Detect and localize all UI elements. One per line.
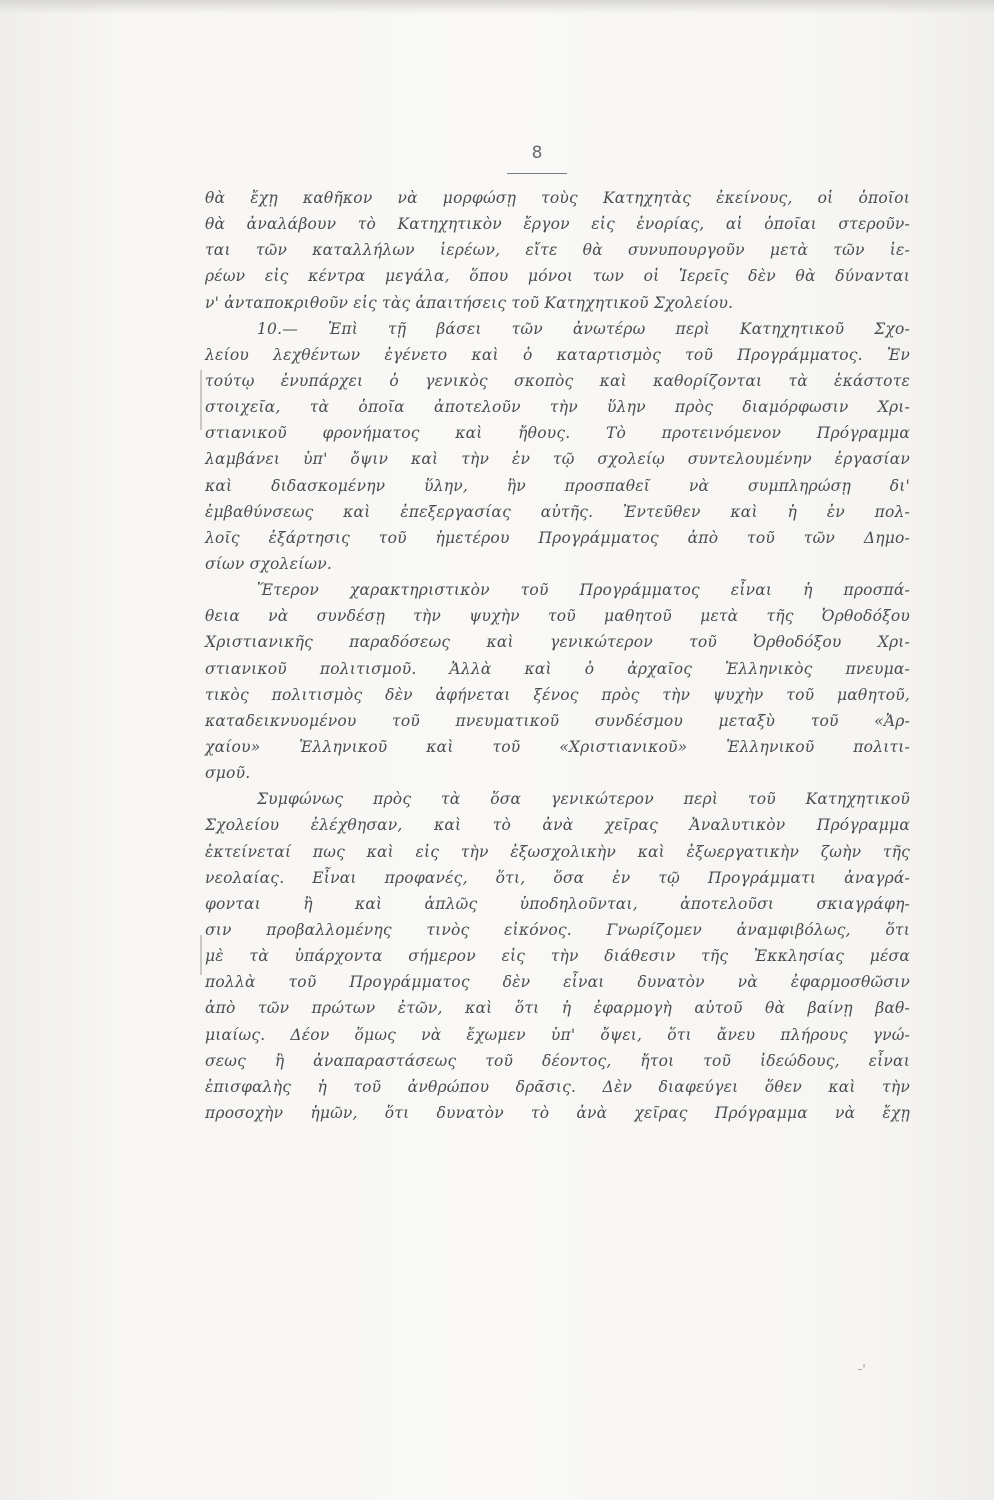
text-line: ἐκτείνεταί πως καὶ εἰς τὴν ἐξωσχολικὴν καὶ ἐξωεργατικὴν ζωὴν τῆς xyxy=(205,842,910,861)
text-line: μιαίως. Δέον ὅμως νὰ ἔχωμεν ὑπ' ὄψει, ὅτι ἄνευ πλήρους γνώ- xyxy=(205,1025,910,1044)
margin-mark xyxy=(200,370,202,430)
text-line: θὰ ἀναλάβουν τὸ Κατηχητικὸν ἔργον εἰς ἐνορίας, αἱ ὁποῖαι στεροῦν- xyxy=(205,215,910,234)
text-line: Ἕτερον χαρακτηριστικὸν τοῦ Προγράμματος εἶναι ἡ προσπά- xyxy=(257,581,910,600)
text-line: καὶ διδασκομένην ὕλην, ἣν προσπαθεῖ νὰ συμπληρώσῃ δι' xyxy=(205,476,910,495)
text-line: λείου λεχθέντων ἐγένετο καὶ ὁ καταρτισμὸς τοῦ Προγράμματος. Ἐν xyxy=(205,345,910,364)
text-line: Σχολείου ἐλέχθησαν, καὶ τὸ ἀνὰ χεῖρας Ἀναλυτικὸν Πρόγραμμα xyxy=(205,816,910,835)
text-line: θὰ ἔχῃ καθῆκον νὰ μορφώσῃ τοὺς Κατηχητὰς ἐκείνους, οἱ ὁποῖοι xyxy=(205,189,910,207)
text-line: ἐμβαθύνσεως καὶ ἐπεξεργασίας αὐτῆς. Ἐντεῦθεν καὶ ἡ ἐν πολ- xyxy=(205,502,910,521)
text-line: σίων σχολείων. xyxy=(205,554,332,573)
text-line: τούτῳ ἐνυπάρχει ὁ γενικὸς σκοπὸς καὶ καθορίζονται τὰ ἑκάστοτε xyxy=(205,371,910,390)
corner-mark: -' xyxy=(858,1362,866,1376)
text-line: θεια νὰ συνδέσῃ τὴν ψυχὴν τοῦ μαθητοῦ μετὰ τῆς Ὀρθοδόξου xyxy=(205,607,910,626)
text-line: σιν προβαλλομένης τινὸς εἰκόνος. Γνωρίζομεν ἀναμφιβόλως, ὅτι xyxy=(205,920,910,939)
text-line: νεολαίας. Εἶναι προφανές, ὅτι, ὅσα ἐν τῷ Προγράμματι ἀναγρά- xyxy=(205,868,910,887)
body-text xyxy=(205,185,910,1126)
text-line: καταδεικνυομένου τοῦ πνευματικοῦ συνδέσμου μεταξὺ τοῦ «Ἀρ- xyxy=(205,711,910,730)
text-line: ται τῶν καταλλήλων ἱερέων, εἴτε θὰ συνυπουργοῦν μετὰ τῶν ἱε- xyxy=(205,241,910,260)
text-line: τικὸς πολιτισμὸς δὲν ἀφήνεται ξένος πρὸς τὴν ψυχὴν τοῦ μαθητοῦ, xyxy=(205,685,910,704)
page-number: 8 xyxy=(531,143,543,163)
text-line: σμοῦ. xyxy=(205,764,251,783)
text-line: μὲ τὰ ὑπάρχοντα σήμερον εἰς τὴν διάθεσιν τῆς Ἐκκλησίας μέσα xyxy=(205,947,910,966)
text-line: λαμβάνει ὑπ' ὄψιν καὶ τὴν ἐν τῷ σχολείῳ συντελουμένην ἐργασίαν xyxy=(205,450,910,469)
text-line: στιανικοῦ φρονήματος καὶ ἤθους. Τὸ προτεινόμενον Πρόγραμμα xyxy=(205,424,910,443)
margin-mark xyxy=(200,935,202,975)
text-line: χαίου» Ἑλληνικοῦ καὶ τοῦ «Χριστιανικοῦ» Ἑλληνικοῦ πολιτι- xyxy=(205,737,910,756)
text-line: πολλὰ τοῦ Προγράμματος δὲν εἶναι δυνατὸν νὰ ἐφαρμοσθῶσιν xyxy=(205,973,910,992)
text-line: στιανικοῦ πολιτισμοῦ. Ἀλλὰ καὶ ὁ ἀρχαῖος Ἑλληνικὸς πνευμα- xyxy=(205,659,910,678)
text-line: 10.— Ἐπὶ τῇ βάσει τῶν ἀνωτέρω περὶ Κατηχητικοῦ Σχο- xyxy=(257,319,910,338)
text-line: ρέων εἰς κέντρα μεγάλα, ὅπου μόνοι των οἱ Ἱερεῖς δὲν θὰ δύνανται xyxy=(205,267,910,286)
page-number-underline xyxy=(507,173,567,174)
text-line: Συμφώνως πρὸς τὰ ὅσα γενικώτερον περὶ τοῦ Κατηχητικοῦ xyxy=(257,790,910,809)
text-line: σεως ἢ ἀναπαραστάσεως τοῦ δέοντος, ἤτοι τοῦ ἰδεώδους, εἶναι xyxy=(205,1051,910,1070)
text-line: Χριστιανικῆς παραδόσεως καὶ γενικώτερον τοῦ Ὀρθοδόξου Χρι- xyxy=(205,633,910,652)
text-line: στοιχεῖα, τὰ ὁποῖα ἀποτελοῦν τὴν ὕλην πρὸς διαμόρφωσιν Χρι- xyxy=(205,398,910,417)
text-line: λοῖς ἐξάρτησις τοῦ ἡμετέρου Προγράμματος ἀπὸ τοῦ τῶν Δημο- xyxy=(205,528,910,547)
text-line: προσοχὴν ἡμῶν, ὅτι δυνατὸν τὸ ἀνὰ χεῖρας Πρόγραμμα νὰ ἔχῃ xyxy=(205,1103,910,1122)
text-line: ἐπισφαλὴς ἡ τοῦ ἀνθρώπου δρᾶσις. Δὲν διαφεύγει ὅθεν καὶ τὴν xyxy=(205,1077,910,1096)
text-line: ν' ἀνταποκριθοῦν εἰς τὰς ἀπαιτήσεις τοῦ Κατηχητικοῦ Σχολείου. xyxy=(205,293,734,312)
page-top-edge-shadow xyxy=(0,0,994,14)
text-line: φονται ἢ καὶ ἁπλῶς ὑποδηλοῦνται, ἀποτελοῦσι σκιαγράφη- xyxy=(205,894,910,913)
text-line: ἀπὸ τῶν πρώτων ἐτῶν, καὶ ὅτι ἡ ἐφαρμογὴ αὐτοῦ θὰ βαίνῃ βαθ- xyxy=(205,999,910,1018)
